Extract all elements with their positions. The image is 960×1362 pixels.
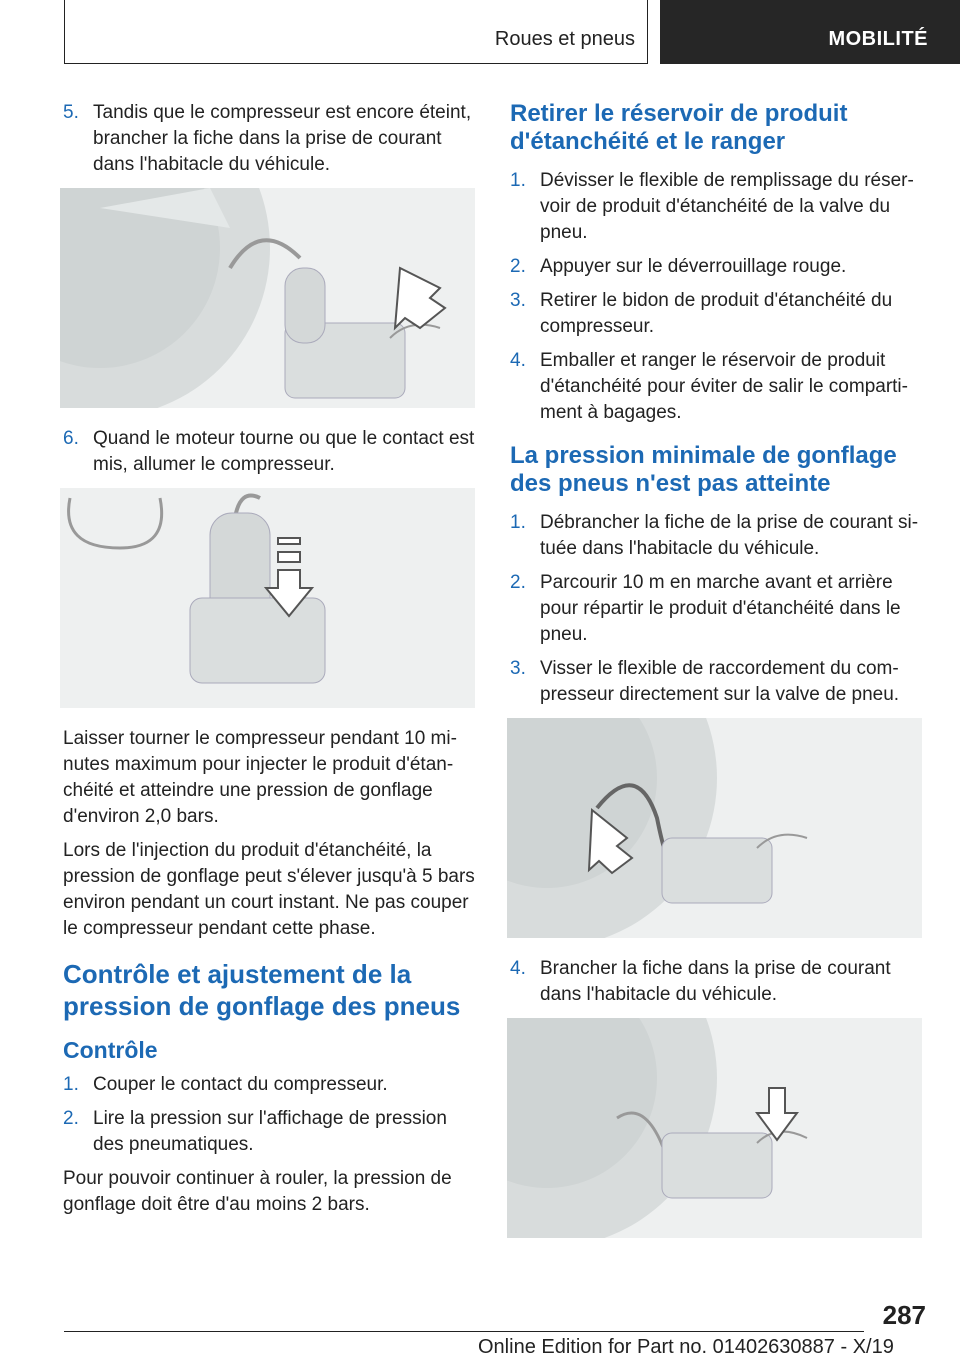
section-tab (64, 0, 648, 64)
step-text: Couper le contact du compresseur. (93, 1074, 388, 1095)
step-number: 5. (63, 102, 79, 123)
illustration-hose-to-valve (507, 718, 922, 938)
paragraph: Pour pouvoir continuer à rouler, la pression de gonflage doit être d'au moins 2 bars. (63, 1168, 452, 1215)
illustration-compressor-switch (60, 488, 475, 708)
step-text: Tandis que le compresseur est encore éteint, brancher la fiche dans la prise de courant dans l'habitacle du véhicule. (93, 102, 472, 175)
step-text: Retirer le bidon de produit d'étanchéité du compresseur. (540, 290, 893, 337)
section-heading: Retirer le réservoir de produit d'étanchéité et le ranger (510, 100, 848, 155)
step-text: Brancher la fiche dans la prise de courant dans l'habitacle du véhicule. (540, 958, 891, 1005)
step-number: 4. (510, 350, 526, 371)
step-number: 6. (63, 428, 79, 449)
step-number: 3. (510, 290, 526, 311)
step-item (510, 570, 925, 648)
step-item (63, 100, 478, 178)
subsection-heading: Contrôle (63, 1037, 158, 1063)
chapter-tab (660, 0, 960, 64)
step-number: 1. (510, 170, 526, 191)
step-number: 2. (510, 256, 526, 277)
illustration-compressor-plug-in (507, 1018, 922, 1238)
step-text: Parcourir 10 m en marche avant et arrière pour répartir le produit d'étanchéité dans le pneu. (540, 572, 901, 645)
step-item (510, 168, 925, 246)
paragraph: Lors de l'injection du produit d'étanchéité, la pression de gonflage peut s'élever jusqu'à 5 bars environ pendant un court instant. Ne pas couper le compresseur pendant cette phase. (63, 840, 475, 939)
step-item (510, 348, 925, 426)
step-item (510, 288, 925, 340)
step-text: Emballer et ranger le réservoir de produit d'étanchéité pour éviter de salir le compartiment à bagages. (540, 350, 908, 423)
step-number: 3. (510, 658, 526, 679)
section-heading: La pression minimale de gonflage des pneus n'est pas atteinte (510, 442, 897, 497)
step-number: 1. (63, 1074, 79, 1095)
footer-divider (64, 1331, 864, 1332)
step-item (63, 1072, 478, 1098)
step-text: Quand le moteur tourne ou que le contact est mis, allumer le compresseur. (93, 428, 475, 475)
page-number: 287 (882, 1300, 926, 1330)
step-number: 2. (510, 572, 526, 593)
step-item (510, 656, 925, 708)
section-heading: Contrôle et ajustement de la pression de gonflage des pneus (63, 959, 461, 1021)
step-text: Dévisser le flexible de remplissage du réservoir de produit d'étanchéité de la valve du pneu. (540, 170, 914, 243)
section-title: Roues et pneus (494, 28, 635, 50)
edition-note: Online Edition for Part no. 01402630887 - X/19 (478, 1336, 894, 1358)
step-text: Appuyer sur le déverrouillage rouge. (540, 256, 847, 277)
paragraph: Laisser tourner le compresseur pendant 10 minutes maximum pour injecter le produit d'étanchéité et atteindre une pression de gonflage d'environ 2,0 bars. (63, 728, 457, 827)
left-column (63, 100, 478, 1226)
step-text: Lire la pression sur l'affichage de pression des pneumatiques. (93, 1108, 447, 1155)
chapter-title: MOBILITÉ (828, 28, 928, 50)
step-item (63, 426, 478, 478)
page-header (64, 0, 960, 64)
step-item (510, 510, 925, 562)
right-column (510, 100, 925, 1256)
step-number: 2. (63, 1108, 79, 1129)
step-text: Débrancher la fiche de la prise de courant située dans l'habitacle du véhicule. (540, 512, 919, 559)
step-number: 1. (510, 512, 526, 533)
step-item (510, 956, 925, 1008)
illustration-tire-compressor-plug (60, 188, 475, 408)
step-item (510, 254, 925, 280)
step-item (63, 1106, 478, 1158)
step-number: 4. (510, 958, 526, 979)
step-text: Visser le flexible de raccordement du compresseur directement sur la valve de pneu. (540, 658, 900, 705)
